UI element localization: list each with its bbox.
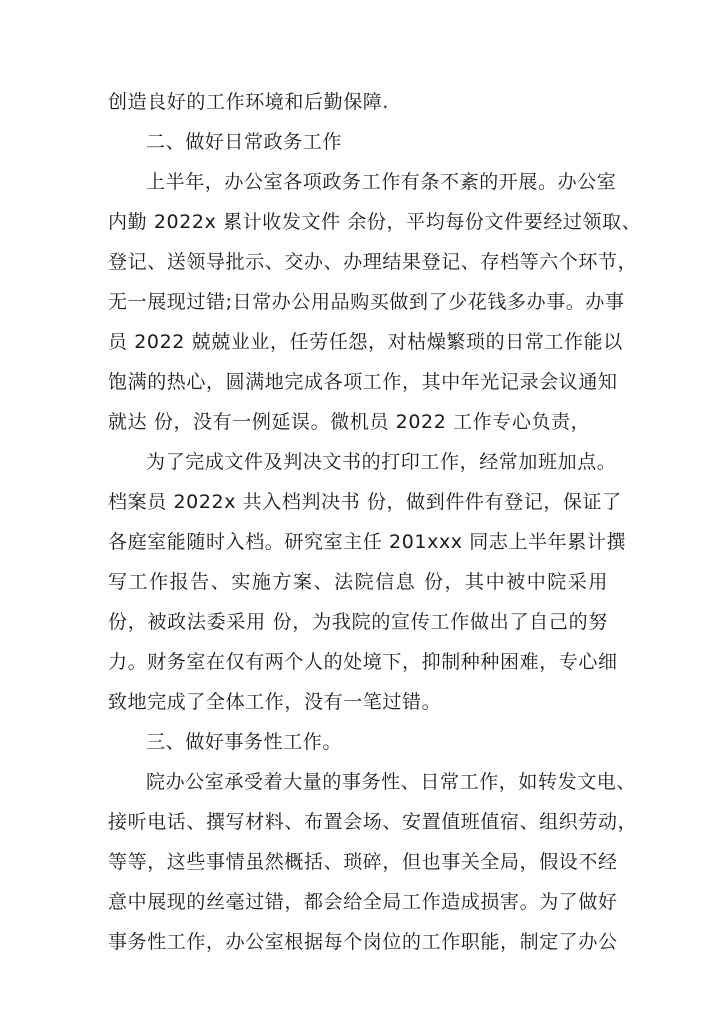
section-heading: 二、做好日常政务工作 (146, 131, 343, 153)
paragraph-line: 登记、送领导批示、交办、办理结果登记、存档等六个环节， (108, 251, 638, 273)
paragraph-line: 为了完成文件及判决文书的打印工作，经常加班加点。 (146, 451, 617, 473)
paragraph-line: 份，被政法委采用 份，为我院的宣传工作做出了自己的努 (108, 611, 608, 633)
paragraph-line: 意中展现的丝毫过错，都会给全局工作造成损害。为了做好 (108, 891, 618, 913)
paragraph-line: 接听电话、撰写材料、布置会场、安置值班值宿、组织劳动， (108, 811, 638, 833)
paragraph-line: 员 2022 兢兢业业，任劳任怨，对枯燥繁琐的日常工作能以 (108, 331, 623, 353)
paragraph-line: 就达 份，没有一例延误。微机员 2022 工作专心负责， (108, 411, 591, 433)
paragraph-line: 各庭室能随时入档。研究室主任 201xxx 同志上半年累计撰 (108, 531, 627, 553)
paragraph-line: 饱满的热心，圆满地完成各项工作，其中年光记录会议通知 (108, 371, 618, 393)
paragraph-line: 力。财务室在仅有两个人的处境下，抑制种种困难，专心细 (108, 651, 618, 673)
paragraph-line: 上半年，办公室各项政务工作有条不紊的开展。办公室 (146, 171, 617, 193)
paragraph-line: 档案员 2022x 共入档判决书 份，做到件件有登记，保证了 (108, 491, 622, 513)
paragraph-line: 无一展现过错;日常办公用品购买做到了少花钱多办事。办事 (108, 291, 625, 313)
paragraph-line: 事务性工作，办公室根据每个岗位的工作职能，制定了办公 (108, 931, 618, 953)
paragraph-line: 写工作报告、实施方案、法院信息 份，其中被中院采用 (108, 571, 608, 593)
section-heading: 三、做好事务性工作。 (146, 731, 343, 753)
paragraph-line: 致地完成了全体工作，没有一笔过错。 (108, 691, 442, 713)
paragraph-line: 创造良好的工作环境和后勤保障. (108, 91, 390, 113)
paragraph-line: 院办公室承受着大量的事务性、日常工作，如转发文电、 (146, 771, 637, 793)
paragraph-line: 内勤 2022x 累计收发文件 余份，平均每份文件要经过领取、 (108, 211, 642, 233)
paragraph-line: 等等，这些事情虽然概括、琐碎，但也事关全局，假设不经 (108, 851, 618, 873)
